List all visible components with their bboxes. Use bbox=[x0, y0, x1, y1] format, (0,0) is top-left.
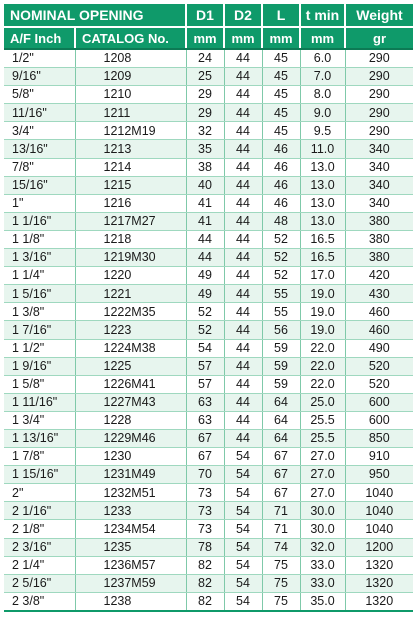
l-cell: 75 bbox=[262, 592, 300, 611]
d1-cell: 70 bbox=[186, 466, 224, 484]
d2-header: D2 bbox=[224, 4, 262, 27]
l-cell: 71 bbox=[262, 502, 300, 520]
d2-cell: 54 bbox=[224, 466, 262, 484]
l-cell: 46 bbox=[262, 176, 300, 194]
af-size-cell: 2 3/16" bbox=[4, 538, 75, 556]
weight-cell: 850 bbox=[345, 429, 413, 447]
catalog-no-cell: 1237M59 bbox=[75, 574, 186, 592]
af-size-cell: 2 5/16" bbox=[4, 574, 75, 592]
d1-cell: 57 bbox=[186, 375, 224, 393]
d1-cell: 35 bbox=[186, 140, 224, 158]
d1-cell: 67 bbox=[186, 448, 224, 466]
t-min-cell: 33.0 bbox=[300, 574, 345, 592]
d1-cell: 78 bbox=[186, 538, 224, 556]
catalog-no-cell: 1233 bbox=[75, 502, 186, 520]
t-min-cell: 13.0 bbox=[300, 212, 345, 230]
table-row bbox=[4, 194, 413, 212]
catalog-no-cell: 1222M35 bbox=[75, 303, 186, 321]
l-cell: 52 bbox=[262, 230, 300, 248]
af-size-cell: 2 1/4" bbox=[4, 556, 75, 574]
af-size-cell: 1 11/16" bbox=[4, 393, 75, 411]
weight-cell: 380 bbox=[345, 212, 413, 230]
l-cell: 74 bbox=[262, 538, 300, 556]
weight-cell: 1040 bbox=[345, 484, 413, 502]
d2-cell: 44 bbox=[224, 357, 262, 375]
catalog-no-cell: 1219M30 bbox=[75, 249, 186, 267]
t-min-cell: 7.0 bbox=[300, 68, 345, 86]
catalog-no-cell: 1215 bbox=[75, 176, 186, 194]
catalog-no-cell: 1220 bbox=[75, 267, 186, 285]
table-row bbox=[4, 321, 413, 339]
l-cell: 59 bbox=[262, 375, 300, 393]
catalog-no-cell: 1221 bbox=[75, 285, 186, 303]
d1-cell: 44 bbox=[186, 230, 224, 248]
d2-cell: 54 bbox=[224, 502, 262, 520]
table-row bbox=[4, 448, 413, 466]
t-min-cell: 22.0 bbox=[300, 375, 345, 393]
t-min-cell: 27.0 bbox=[300, 466, 345, 484]
l-cell: 52 bbox=[262, 249, 300, 267]
af-size-cell: 1 5/8" bbox=[4, 375, 75, 393]
d2-cell: 44 bbox=[224, 411, 262, 429]
af-size-cell: 1 1/16" bbox=[4, 212, 75, 230]
catalog-no-cell: 1225 bbox=[75, 357, 186, 375]
t-min-cell: 22.0 bbox=[300, 357, 345, 375]
d1-cell: 49 bbox=[186, 267, 224, 285]
d1-cell: 29 bbox=[186, 104, 224, 122]
t-min-cell: 35.0 bbox=[300, 592, 345, 611]
t-min-cell: 32.0 bbox=[300, 538, 345, 556]
catalog-no-cell: 1235 bbox=[75, 538, 186, 556]
af-size-cell: 13/16" bbox=[4, 140, 75, 158]
d1-cell: 44 bbox=[186, 249, 224, 267]
table-header bbox=[4, 4, 413, 49]
d2-cell: 54 bbox=[224, 592, 262, 611]
l-cell: 64 bbox=[262, 411, 300, 429]
l-cell: 56 bbox=[262, 321, 300, 339]
af-size-cell: 2" bbox=[4, 484, 75, 502]
l-cell: 45 bbox=[262, 104, 300, 122]
af-size-cell: 1 5/16" bbox=[4, 285, 75, 303]
l-cell: 67 bbox=[262, 466, 300, 484]
weight-cell: 1200 bbox=[345, 538, 413, 556]
d1-header: D1 bbox=[186, 4, 224, 27]
d2-cell: 44 bbox=[224, 429, 262, 447]
catalog-no-cell: 1232M51 bbox=[75, 484, 186, 502]
af-size-cell: 2 1/16" bbox=[4, 502, 75, 520]
af-inch-header: A/F Inch bbox=[4, 27, 75, 49]
header-row-titles bbox=[4, 4, 413, 27]
catalog-no-cell: 1227M43 bbox=[75, 393, 186, 411]
d1-cell: 73 bbox=[186, 484, 224, 502]
catalog-no-cell: 1209 bbox=[75, 68, 186, 86]
d2-cell: 54 bbox=[224, 448, 262, 466]
d1-cell: 49 bbox=[186, 285, 224, 303]
catalog-no-cell: 1216 bbox=[75, 194, 186, 212]
catalog-no-cell: 1226M41 bbox=[75, 375, 186, 393]
af-size-cell: 1 7/8" bbox=[4, 448, 75, 466]
af-size-cell: 15/16" bbox=[4, 176, 75, 194]
table-row bbox=[4, 285, 413, 303]
af-size-cell: 1" bbox=[4, 194, 75, 212]
d1-cell: 63 bbox=[186, 411, 224, 429]
t-min-cell: 19.0 bbox=[300, 285, 345, 303]
weight-cell: 520 bbox=[345, 357, 413, 375]
l-cell: 55 bbox=[262, 303, 300, 321]
af-size-cell: 1 1/4" bbox=[4, 267, 75, 285]
t-min-cell: 13.0 bbox=[300, 176, 345, 194]
t-min-cell: 30.0 bbox=[300, 520, 345, 538]
l-cell: 55 bbox=[262, 285, 300, 303]
weight-cell: 950 bbox=[345, 466, 413, 484]
af-size-cell: 1 7/16" bbox=[4, 321, 75, 339]
weight-cell: 290 bbox=[345, 104, 413, 122]
t-min-cell: 19.0 bbox=[300, 321, 345, 339]
weight-cell: 600 bbox=[345, 411, 413, 429]
d2-cell: 44 bbox=[224, 212, 262, 230]
table-row bbox=[4, 429, 413, 447]
table-row bbox=[4, 339, 413, 357]
d2-cell: 44 bbox=[224, 230, 262, 248]
d1-cell: 24 bbox=[186, 49, 224, 68]
table-body bbox=[4, 49, 413, 611]
catalog-no-cell: 1236M57 bbox=[75, 556, 186, 574]
af-size-cell: 11/16" bbox=[4, 104, 75, 122]
d2-cell: 44 bbox=[224, 176, 262, 194]
d1-cell: 82 bbox=[186, 556, 224, 574]
d1-cell: 67 bbox=[186, 429, 224, 447]
d2-cell: 44 bbox=[224, 321, 262, 339]
d1-cell: 82 bbox=[186, 592, 224, 611]
catalog-no-cell: 1211 bbox=[75, 104, 186, 122]
t-min-cell: 22.0 bbox=[300, 339, 345, 357]
t-min-cell: 30.0 bbox=[300, 502, 345, 520]
d2-unit: mm bbox=[224, 27, 262, 49]
catalog-no-cell: 1229M46 bbox=[75, 429, 186, 447]
weight-cell: 1040 bbox=[345, 502, 413, 520]
l-cell: 45 bbox=[262, 86, 300, 104]
table-row bbox=[4, 357, 413, 375]
t-min-cell: 16.5 bbox=[300, 230, 345, 248]
af-size-cell: 1 9/16" bbox=[4, 357, 75, 375]
l-cell: 75 bbox=[262, 556, 300, 574]
weight-cell: 1040 bbox=[345, 520, 413, 538]
d1-cell: 32 bbox=[186, 122, 224, 140]
table-row bbox=[4, 267, 413, 285]
catalog-no-cell: 1214 bbox=[75, 158, 186, 176]
af-size-cell: 1/2" bbox=[4, 49, 75, 68]
weight-header: Weight bbox=[345, 4, 413, 27]
nominal-opening-header: NOMINAL OPENING bbox=[4, 4, 186, 27]
weight-cell: 430 bbox=[345, 285, 413, 303]
weight-cell: 520 bbox=[345, 375, 413, 393]
l-cell: 67 bbox=[262, 484, 300, 502]
d1-unit: mm bbox=[186, 27, 224, 49]
d1-cell: 25 bbox=[186, 68, 224, 86]
catalog-no-cell: 1217M27 bbox=[75, 212, 186, 230]
d2-cell: 44 bbox=[224, 393, 262, 411]
t-min-cell: 16.5 bbox=[300, 249, 345, 267]
af-size-cell: 1 3/16" bbox=[4, 249, 75, 267]
af-size-cell: 7/8" bbox=[4, 158, 75, 176]
d2-cell: 44 bbox=[224, 303, 262, 321]
af-size-cell: 1 3/8" bbox=[4, 303, 75, 321]
weight-cell: 1320 bbox=[345, 574, 413, 592]
weight-cell: 380 bbox=[345, 230, 413, 248]
l-cell: 45 bbox=[262, 68, 300, 86]
catalog-no-cell: 1210 bbox=[75, 86, 186, 104]
af-size-cell: 2 1/8" bbox=[4, 520, 75, 538]
t-min-cell: 33.0 bbox=[300, 556, 345, 574]
l-header: L bbox=[262, 4, 300, 27]
d2-cell: 44 bbox=[224, 86, 262, 104]
weight-cell: 460 bbox=[345, 321, 413, 339]
af-size-cell: 1 1/8" bbox=[4, 230, 75, 248]
table-row bbox=[4, 230, 413, 248]
t-min-cell: 9.5 bbox=[300, 122, 345, 140]
t-min-cell: 25.5 bbox=[300, 411, 345, 429]
catalog-no-cell: 1212M19 bbox=[75, 122, 186, 140]
table-row bbox=[4, 411, 413, 429]
t-min-cell: 11.0 bbox=[300, 140, 345, 158]
table-row bbox=[4, 104, 413, 122]
table-row bbox=[4, 592, 413, 611]
d1-cell: 57 bbox=[186, 357, 224, 375]
d2-cell: 44 bbox=[224, 158, 262, 176]
d1-cell: 73 bbox=[186, 520, 224, 538]
t-min-header: t min bbox=[300, 4, 345, 27]
d1-cell: 41 bbox=[186, 212, 224, 230]
af-size-cell: 3/4" bbox=[4, 122, 75, 140]
catalog-no-cell: 1223 bbox=[75, 321, 186, 339]
table-row bbox=[4, 484, 413, 502]
d2-cell: 54 bbox=[224, 538, 262, 556]
t-min-unit: mm bbox=[300, 27, 345, 49]
table-row bbox=[4, 68, 413, 86]
weight-cell: 340 bbox=[345, 176, 413, 194]
table-row bbox=[4, 86, 413, 104]
weight-cell: 290 bbox=[345, 49, 413, 68]
af-size-cell: 1 1/2" bbox=[4, 339, 75, 357]
table-row bbox=[4, 158, 413, 176]
d2-cell: 54 bbox=[224, 556, 262, 574]
table-row bbox=[4, 212, 413, 230]
table-row bbox=[4, 249, 413, 267]
t-min-cell: 27.0 bbox=[300, 484, 345, 502]
table-row bbox=[4, 393, 413, 411]
weight-cell: 490 bbox=[345, 339, 413, 357]
catalog-no-cell: 1213 bbox=[75, 140, 186, 158]
catalog-no-cell: 1218 bbox=[75, 230, 186, 248]
d2-cell: 44 bbox=[224, 104, 262, 122]
af-size-cell: 1 15/16" bbox=[4, 466, 75, 484]
d2-cell: 44 bbox=[224, 267, 262, 285]
d2-cell: 54 bbox=[224, 484, 262, 502]
d2-cell: 54 bbox=[224, 520, 262, 538]
weight-cell: 290 bbox=[345, 122, 413, 140]
catalog-no-cell: 1234M54 bbox=[75, 520, 186, 538]
table-row bbox=[4, 466, 413, 484]
l-cell: 59 bbox=[262, 339, 300, 357]
weight-unit: gr bbox=[345, 27, 413, 49]
d2-cell: 44 bbox=[224, 49, 262, 68]
catalog-no-cell: 1230 bbox=[75, 448, 186, 466]
af-size-cell: 5/8" bbox=[4, 86, 75, 104]
d2-cell: 44 bbox=[224, 249, 262, 267]
l-cell: 45 bbox=[262, 122, 300, 140]
t-min-cell: 25.0 bbox=[300, 393, 345, 411]
d1-cell: 41 bbox=[186, 194, 224, 212]
weight-cell: 290 bbox=[345, 86, 413, 104]
d1-cell: 40 bbox=[186, 176, 224, 194]
t-min-cell: 19.0 bbox=[300, 303, 345, 321]
l-cell: 52 bbox=[262, 267, 300, 285]
af-size-cell: 9/16" bbox=[4, 68, 75, 86]
d1-cell: 73 bbox=[186, 502, 224, 520]
t-min-cell: 17.0 bbox=[300, 267, 345, 285]
weight-cell: 340 bbox=[345, 140, 413, 158]
catalog-no-cell: 1228 bbox=[75, 411, 186, 429]
weight-cell: 460 bbox=[345, 303, 413, 321]
d2-cell: 44 bbox=[224, 375, 262, 393]
l-cell: 48 bbox=[262, 212, 300, 230]
weight-cell: 1320 bbox=[345, 592, 413, 611]
t-min-cell: 13.0 bbox=[300, 194, 345, 212]
catalog-no-header: CATALOG No. bbox=[75, 27, 186, 49]
weight-cell: 340 bbox=[345, 158, 413, 176]
header-row-units bbox=[4, 27, 413, 49]
d1-cell: 38 bbox=[186, 158, 224, 176]
t-min-cell: 27.0 bbox=[300, 448, 345, 466]
t-min-cell: 9.0 bbox=[300, 104, 345, 122]
af-size-cell: 1 13/16" bbox=[4, 429, 75, 447]
weight-cell: 380 bbox=[345, 249, 413, 267]
table-row bbox=[4, 49, 413, 68]
d2-cell: 44 bbox=[224, 285, 262, 303]
t-min-cell: 13.0 bbox=[300, 158, 345, 176]
l-cell: 64 bbox=[262, 429, 300, 447]
t-min-cell: 8.0 bbox=[300, 86, 345, 104]
d1-cell: 82 bbox=[186, 574, 224, 592]
d1-cell: 52 bbox=[186, 321, 224, 339]
af-size-cell: 2 3/8" bbox=[4, 592, 75, 611]
d1-cell: 63 bbox=[186, 393, 224, 411]
l-cell: 46 bbox=[262, 140, 300, 158]
table-row bbox=[4, 520, 413, 538]
d2-cell: 44 bbox=[224, 140, 262, 158]
weight-cell: 340 bbox=[345, 194, 413, 212]
weight-cell: 910 bbox=[345, 448, 413, 466]
d2-cell: 54 bbox=[224, 574, 262, 592]
l-cell: 46 bbox=[262, 194, 300, 212]
l-cell: 71 bbox=[262, 520, 300, 538]
l-cell: 64 bbox=[262, 393, 300, 411]
catalog-no-cell: 1208 bbox=[75, 49, 186, 68]
catalog-no-cell: 1238 bbox=[75, 592, 186, 611]
weight-cell: 600 bbox=[345, 393, 413, 411]
d1-cell: 54 bbox=[186, 339, 224, 357]
table-row bbox=[4, 176, 413, 194]
d2-cell: 44 bbox=[224, 194, 262, 212]
t-min-cell: 25.5 bbox=[300, 429, 345, 447]
d1-cell: 52 bbox=[186, 303, 224, 321]
weight-cell: 290 bbox=[345, 68, 413, 86]
specification-table bbox=[4, 4, 413, 612]
af-size-cell: 1 3/4" bbox=[4, 411, 75, 429]
table-row bbox=[4, 375, 413, 393]
weight-cell: 1320 bbox=[345, 556, 413, 574]
l-cell: 46 bbox=[262, 158, 300, 176]
catalog-no-cell: 1231M49 bbox=[75, 466, 186, 484]
table-row bbox=[4, 122, 413, 140]
l-cell: 75 bbox=[262, 574, 300, 592]
l-cell: 45 bbox=[262, 49, 300, 68]
catalog-no-cell: 1224M38 bbox=[75, 339, 186, 357]
d1-cell: 29 bbox=[186, 86, 224, 104]
l-cell: 59 bbox=[262, 357, 300, 375]
weight-cell: 420 bbox=[345, 267, 413, 285]
table-row bbox=[4, 303, 413, 321]
table-row bbox=[4, 556, 413, 574]
table-row bbox=[4, 502, 413, 520]
table-row bbox=[4, 538, 413, 556]
table-row bbox=[4, 140, 413, 158]
d2-cell: 44 bbox=[224, 339, 262, 357]
l-unit: mm bbox=[262, 27, 300, 49]
d2-cell: 44 bbox=[224, 122, 262, 140]
l-cell: 67 bbox=[262, 448, 300, 466]
t-min-cell: 6.0 bbox=[300, 49, 345, 68]
d2-cell: 44 bbox=[224, 68, 262, 86]
table-row bbox=[4, 574, 413, 592]
